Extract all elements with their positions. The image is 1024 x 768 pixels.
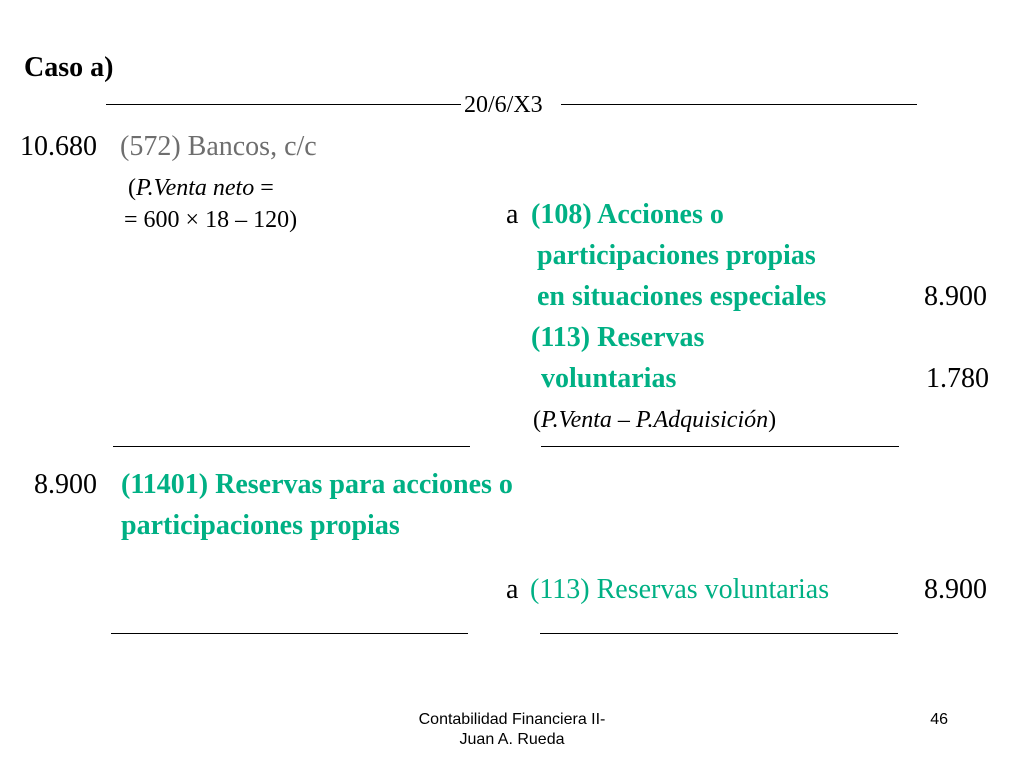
entry1-credit-note: (P.Venta – P.Adquisición) — [533, 407, 777, 433]
footer-line1: Contabilidad Financiera II- — [418, 711, 606, 728]
footer-line2: Juan A. Rueda — [459, 731, 565, 748]
entry2-debit-account-line1: (11401) Reservas para acciones o — [121, 469, 513, 500]
entry1-credit2-line1: (113) Reservas — [531, 322, 705, 353]
entry1-note-line1: (P.Venta neto = — [128, 175, 274, 201]
entry-date: 20/6/X3 — [464, 92, 543, 118]
page-title: Caso a) — [24, 52, 114, 83]
entry1-credit-prefix: a — [506, 199, 519, 230]
page-number: 46 — [930, 711, 948, 728]
entry1-credit1-line2: participaciones propias — [537, 240, 816, 271]
entry1-rule-left — [113, 446, 470, 447]
entry1-credit1-line1: (108) Acciones o — [531, 199, 724, 230]
entry1-credit2-line2: voluntarias — [541, 363, 677, 394]
entry2-credit-amount: 8.900 — [924, 574, 987, 605]
entry2-rule-right — [540, 633, 898, 634]
entry2-rule-left — [111, 633, 468, 634]
entry2-credit-prefix: a — [506, 574, 519, 605]
entry1-debit-account: (572) Bancos, c/c — [120, 131, 317, 162]
entry2-debit-amount: 8.900 — [34, 469, 97, 500]
entry1-rule-right — [541, 446, 899, 447]
entry1-note-line2: = 600 × 18 – 120) — [124, 207, 298, 233]
entry1-credit1-line3: en situaciones especiales — [537, 281, 827, 312]
entry1-credit2-amount: 1.780 — [926, 363, 989, 394]
entry1-debit-amount: 10.680 — [20, 131, 97, 162]
date-rule-left — [106, 104, 461, 105]
footer-credit — [372, 710, 652, 750]
entry1-credit1-amount: 8.900 — [924, 281, 987, 312]
entry2-credit-account: (113) Reservas voluntarias — [530, 574, 830, 605]
entry2-debit-account-line2: participaciones propias — [121, 510, 400, 541]
date-rule-right — [561, 104, 917, 105]
